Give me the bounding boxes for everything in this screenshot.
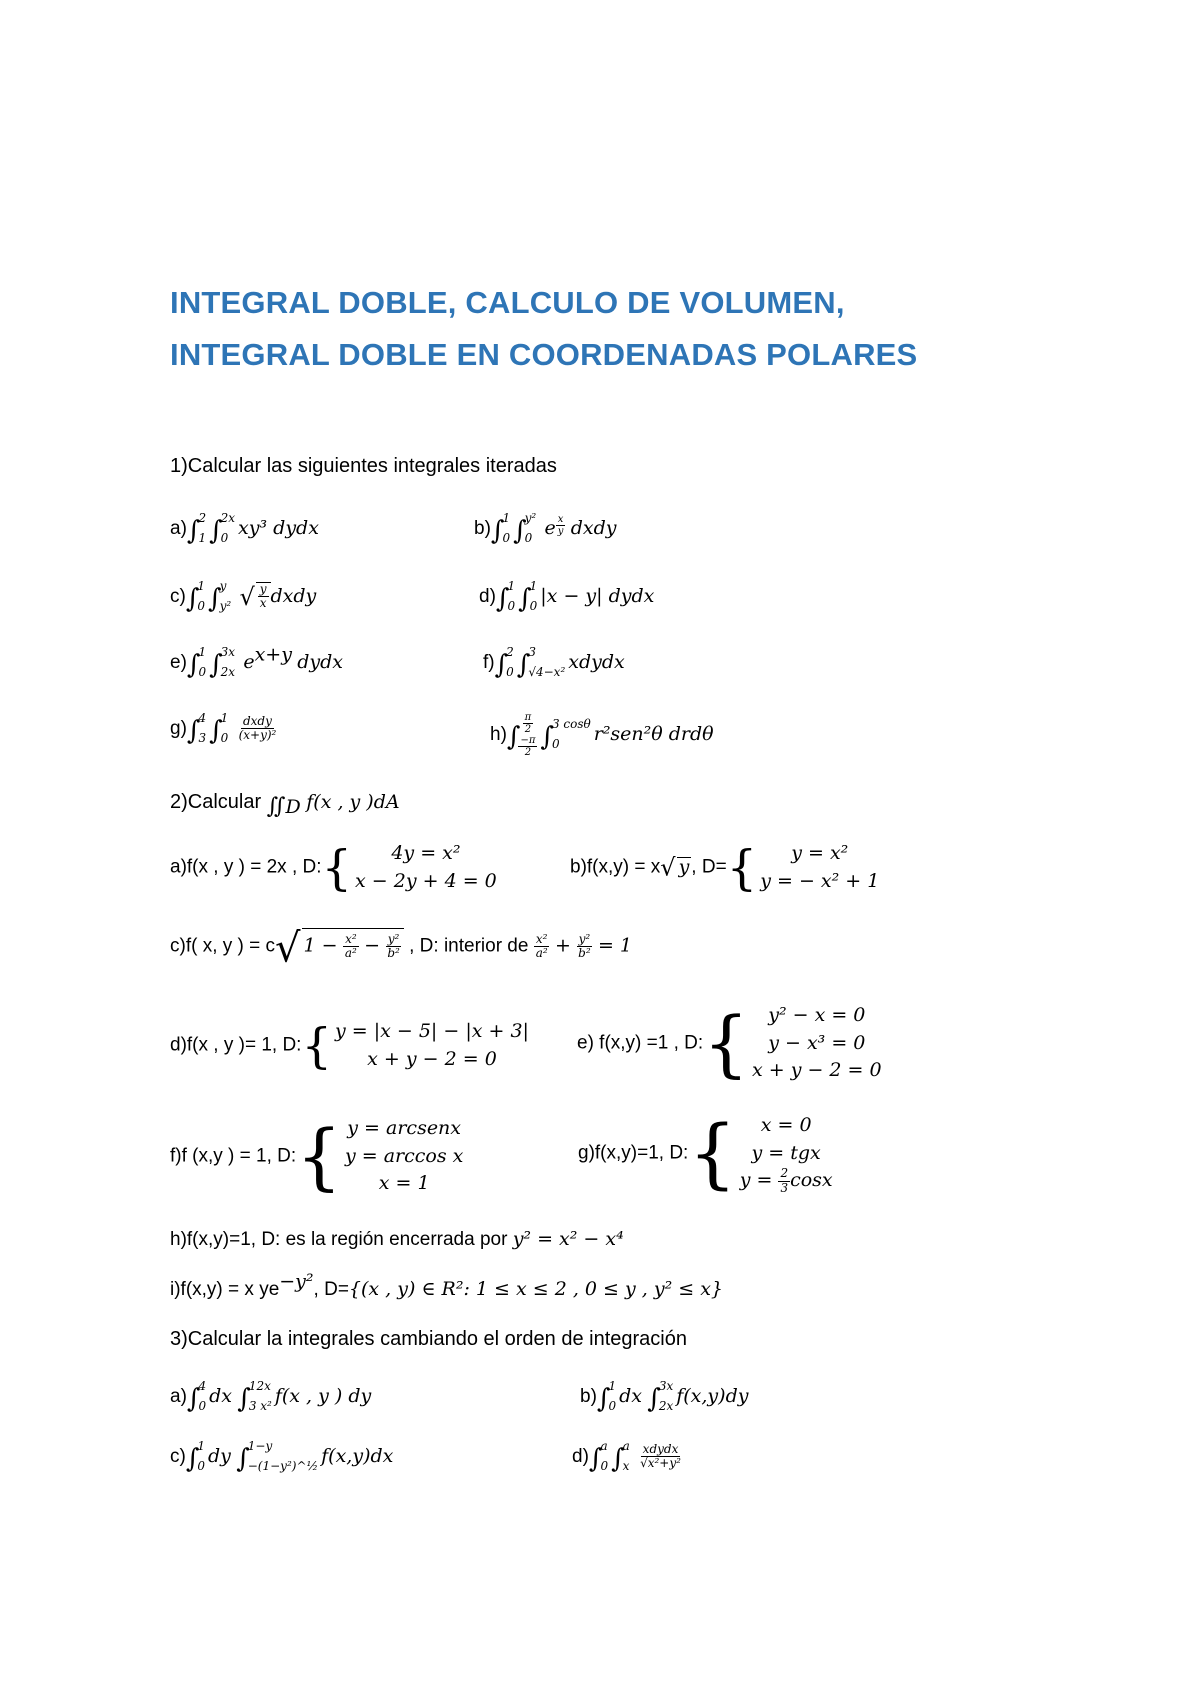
section-2-heading: 2)Calcular $∬_D$ f(x , y )dA — [170, 791, 400, 819]
exercise-3b: b)∫ 1 0 dx ∫ 3x 2x f(x,y)dy — [580, 1379, 749, 1414]
exercise-1d: d)∫ 1 0 ∫ 1 0 |x − y| dydx — [479, 579, 655, 614]
exercise-3a: a)∫ 4 0 dx ∫ 12x 3 x² f(x , y ) dy — [170, 1379, 372, 1414]
exercise-3c: c)∫ 1 0 dy ∫ 1−y −(1−y²)^½ f(x,y)dx — [170, 1439, 394, 1474]
exercise-1e: e)∫ 1 0 ∫ 3x 2x $e^{x+y}$ dydx — [170, 643, 344, 680]
exercise-2e: e) f(x,y) =1 , D: { y² − x = 0 y − x³ = 0 x + y − 2 = 0 — [577, 1001, 882, 1086]
exercise-2c: c)f( x, y ) = c√ 1 − $\frac{\text{x²}}{\text{a²}}$ − $\frac{\text{y²}}{\text{b²}}$ , D: interior de $\frac{\text{x²}}{\text{a²}}$ + $\frac{\text{y²}}{\text{b²}}$ = 1 — [170, 925, 633, 972]
exercise-2a: a)f(x , y ) = 2x , D: { 4y = x² x − 2y + 4 = 0 — [170, 839, 497, 896]
exercise-2g: g)f(x,y)=1, D: { x = 0 y = tgx y = $\frac{2}{3}$ cosx — [578, 1108, 833, 1198]
exercise-2d: d)f(x , y )= 1, D: { y = |x − 5| − |x + 3| x + y − 2 = 0 — [170, 1017, 529, 1074]
exercise-2f: f)f (x,y ) = 1, D: { y = arcsenx y = arccos x x = 1 — [170, 1114, 464, 1199]
exercise-2h: h)f(x,y)=1, D: es la región encerrada por y² = x² − x⁴ — [170, 1228, 624, 1250]
title-line-1: INTEGRAL DOBLE, CALCULO DE VOLUMEN, — [170, 285, 845, 320]
exercise-1b: b)∫ 1 0 ∫ y² 0 e $\frac{x}{y}$ dxdy — [474, 511, 617, 546]
section-1-heading: 1)Calcular las siguientes integrales iteradas — [170, 455, 557, 477]
exercise-1f: f)∫ 2 0 ∫ 3 √4−x² xdydx — [483, 645, 625, 680]
exercise-1a: a)∫ 2 1 ∫ 2x 0 xy³ dydx — [170, 511, 319, 546]
exercise-1g: g)∫ 4 3 ∫ 1 0 $\frac{\text{dxdy}}{\text{(x+y)²}}$ — [170, 711, 277, 746]
exercise-3d: d)∫ a 0 ∫ a x $\frac{\text{xdydx}}{\text{√x²+y²}}$ — [572, 1439, 681, 1474]
exercise-2b: b)f(x,y) = x√ y , D= { y = x² y = − x² + 1 — [570, 839, 880, 896]
exercise-2i: i)f(x,y) = x $ye^{-y^2}$, D={(x , y) ∈ R²: 1 ≤ x ≤ 2 , 0 ≤ y , y² ≤ x} — [170, 1270, 724, 1300]
exercise-1h: h)∫ $\frac{\pi}{2}$ $\frac{-\pi}{2}$ ∫ 3 cosθ 0 r²sen²θ drdθ — [490, 712, 714, 758]
section-3-heading: 3)Calcular la integrales cambiando el orden de integración — [170, 1328, 687, 1350]
exercise-1c: c)∫ 1 0 ∫ y y² √ $\frac{y}{x}$ dxdy — [170, 579, 317, 614]
title-line-2: INTEGRAL DOBLE EN COORDENADAS POLARES — [170, 337, 918, 372]
